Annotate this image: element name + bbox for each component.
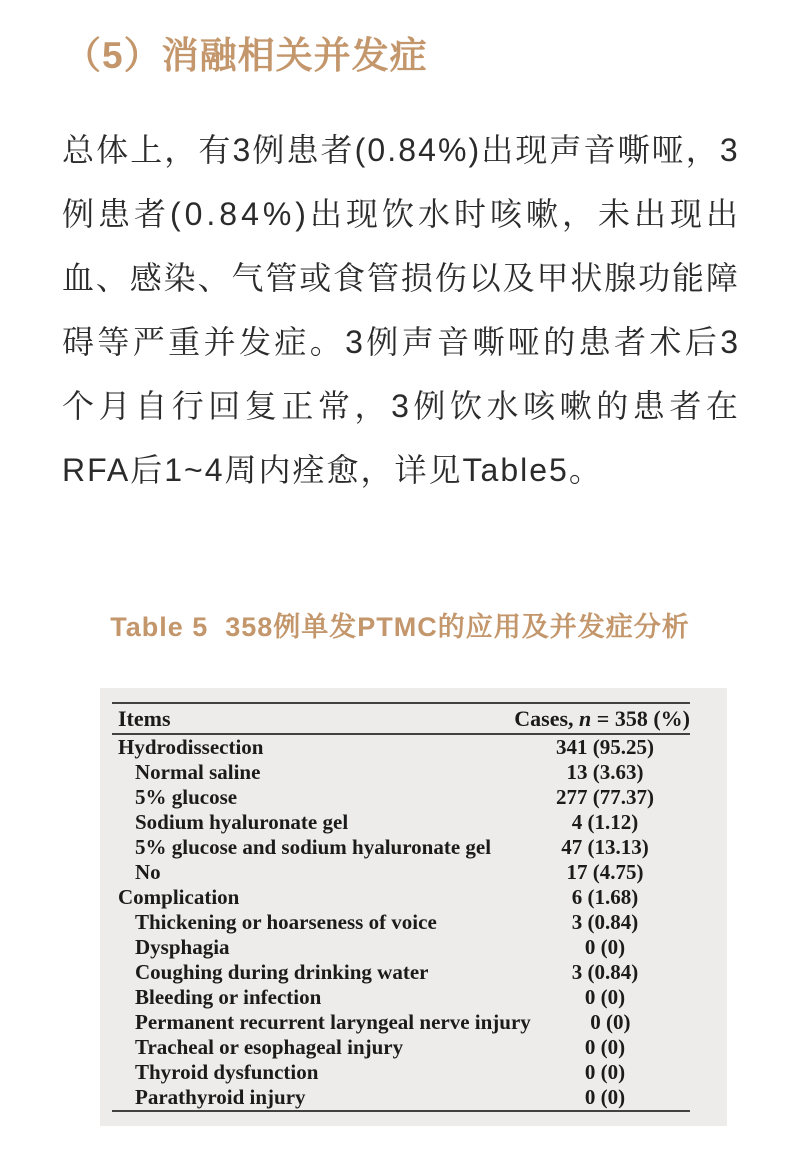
- table-row-item: Complication: [118, 885, 240, 909]
- table-header-row: [100, 704, 727, 733]
- table-bottom-rule: [112, 1110, 690, 1112]
- table-row: [100, 835, 727, 860]
- table-row-item: Tracheal or esophageal injury: [135, 1035, 404, 1059]
- table-row-item: Thickening or hoarseness of voice: [135, 910, 437, 934]
- paragraph-line: 碍 等 严 重 并 发 症 。 3 例 声 音 嘶 哑 的 患 者 术 后 3: [62, 324, 738, 360]
- table-row: [100, 960, 727, 985]
- table-row-item: Bleeding or infection: [135, 985, 322, 1009]
- paragraph-line: 个 月 自 行 回 复 正 常 ， 3 例 饮 水 咳 嗽 的 患 者 在: [62, 388, 738, 424]
- table-row-value: 0 (0): [590, 1010, 631, 1034]
- table-row: [100, 735, 727, 760]
- table-row: [100, 910, 727, 935]
- table-row-value: 341 (95.25): [556, 735, 654, 759]
- table-row-value: 6 (1.68): [571, 885, 639, 909]
- table-row-item: Dysphagia: [135, 935, 230, 959]
- table-row-value: 0 (0): [584, 1060, 626, 1084]
- table-row: [100, 810, 727, 835]
- table-row-item: No: [135, 860, 161, 884]
- table-row-value: 3 (0.84): [571, 910, 639, 934]
- table-caption: Table 5 358例单发PTMC的应用及并发症分析: [110, 612, 690, 642]
- table-row-item: Hydrodissection: [118, 735, 264, 759]
- table-row-item: 5% glucose: [135, 785, 238, 809]
- section-heading: （5）消融相关并发症: [64, 35, 428, 76]
- table-row: [100, 860, 727, 885]
- table-row-item: Coughing during drinking water: [135, 960, 429, 984]
- table-row-item: Normal saline: [135, 760, 261, 784]
- table-row: [100, 1085, 727, 1110]
- table-row: [100, 1035, 727, 1060]
- cases-n-italic: n: [579, 706, 592, 731]
- table-row-value: 47 (13.13): [561, 835, 649, 859]
- table-row-value: 3 (0.84): [571, 960, 639, 984]
- table-row-value: 277 (77.37): [556, 785, 654, 809]
- cases-prefix: Cases,: [514, 706, 580, 731]
- body-paragraph: [62, 118, 738, 502]
- table-header-cases: [500, 704, 690, 733]
- table-row: [100, 1010, 727, 1035]
- table-row-item: Thyroid dysfunction: [135, 1060, 319, 1084]
- table-header-items: Items: [118, 706, 171, 731]
- table-row-value: 0 (0): [584, 985, 626, 1009]
- table-row-item: Sodium hyaluronate gel: [135, 810, 349, 834]
- table-row-value: 0 (0): [584, 1035, 626, 1059]
- table-row-item: Parathyroid injury: [135, 1085, 306, 1109]
- table-row-value: 4 (1.12): [571, 810, 639, 834]
- paragraph-line: 例 患 者 ( 0 . 8 4 % ) 出 现 饮 水 时 咳 嗽 ， 未 出 现 出: [62, 196, 738, 232]
- table-row-item: Permanent recurrent laryngeal nerve injury: [135, 1010, 531, 1034]
- paragraph-line: 血 、 感 染 、 气 管 或 食 管 损 伤 以 及 甲 状 腺 功 能 障: [62, 260, 738, 296]
- table-scan-image: [100, 688, 727, 1126]
- cases-suffix: = 358 (%): [591, 706, 690, 731]
- table-row-value: 13 (3.63): [566, 760, 644, 784]
- table-row-value: 0 (0): [584, 935, 626, 959]
- table-row: [100, 1060, 727, 1085]
- table-row: [100, 885, 727, 910]
- paragraph-line: 总 体 上 ， 有 3 例 患 者 ( 0 . 8 4 % ) 出 现 声 音 嘶 哑 ， 3: [62, 132, 738, 168]
- table-row: [100, 785, 727, 810]
- table-row-value: 0 (0): [584, 1085, 626, 1109]
- table-row: [100, 760, 727, 785]
- table-row: [100, 935, 727, 960]
- table-row-value: 17 (4.75): [566, 860, 644, 884]
- table-body: [100, 735, 727, 1110]
- table-row: [100, 985, 727, 1010]
- paragraph-line: RFA后1~4周内痊愈，详见Table5。: [62, 452, 603, 488]
- table-row-item: 5% glucose and sodium hyaluronate gel: [135, 835, 492, 859]
